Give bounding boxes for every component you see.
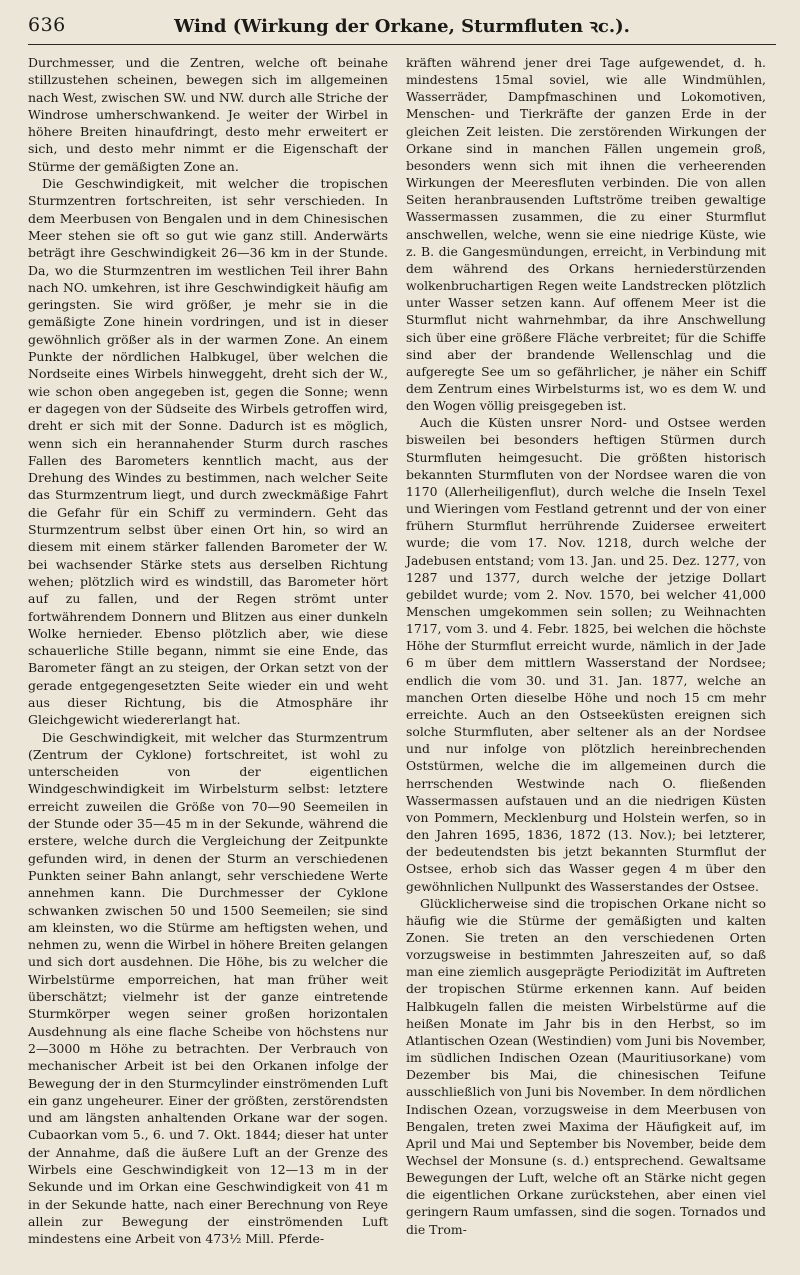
- paragraph: Die Geschwindigkeit, mit welcher das Sturmzentrum (Zentrum der Cyklone) fortschreitet, ist wohl zu unterscheiden von der eigentlichen Windgeschwindigkeit im Wirbelsturm selbst: letztere erreicht zuweilen die Größe von 70—90 Seemeilen in der Stunde oder 35—45 m in der Sekunde, während die erstere, welche durch die Vergleichung der Zeitpunkte gefunden wird, in denen der Sturm an verschiedenen Punkten seiner Bahn anlangt, sehr verschiedene Werte annehmen kann. Die Durchmesser der Cyklone schwanken zwischen 50 und 1500 Seemeilen; sie sind am kleinsten, wo die Stürme am heftigsten wehen, und nehmen zu, wenn die Wirbel in höhere Breiten gelangen und sich dort ausdehnen. Die Höhe, bis zu welcher die Wirbelstürme emporreichen, hat man früher weit überschätzt; vielmehr ist der ganze eintretende Sturmkörper wegen seiner großen horizontalen Ausdehnung als eine flache Scheibe von höchstens nur 2—3000 m Höhe zu betrachten. Der Verbrauch von mechanischer Arbeit ist bei den Orkanen infolge der Bewegung der in den Sturmcylinder einströmenden Luft ein ganz ungeheurer. Einer der größten, zerstörendsten und am längsten anhaltenden Orkane war der sogen. Cubaorkan vom 5., 6. und 7. Okt. 1844; dieser hat unter der Annahme, daß die äußere Luft an der Grenze des Wirbels eine Geschwindigkeit von 12—13 m in der Sekunde und im Orkan eine Geschwindigkeit von 41 m in der Sekunde hatte, nach einer Berechnung von Reye allein zur Bewegung der einströmenden Luft mindestens eine Arbeit von 473½ Mill. Pferde-: [28, 729, 388, 1247]
- paragraph: kräften während jener drei Tage aufgewendet, d. h. mindestens 15mal soviel, wie alle Windmühlen, Wasserräder, Dampfmaschinen und Lokomotiven, Menschen- und Tierkräfte der ganzen Erde in der gleichen Zeit leisten. Die zerstörenden Wirkungen der Orkane sind in manchen Fällen ungemein groß, besonders wenn sich mit ihnen die verheerenden Wirkungen der Meeresfluten verbinden. Die von allen Seiten heranbrausenden Luftströme treiben gewaltige Wassermassen zusammen, die zu einer Sturmflut anschwellen, welche, wenn sie eine niedrige Küste, wie z. B. die Gangesmündungen, erreicht, in Verbindung mit dem während des Orkans herniederstürzenden wolkenbruchartigen Regen weite Landstrecken plötzlich unter Wasser setzen kann. Auf offenem Meer ist die Sturmflut nicht wahrnehmbar, da ihre Anschwellung sich über eine größere Fläche verbreitet; für die Schiffe sind aber der brandende Wellenschlag und die aufgeregte See um so gefährlicher, je näher ein Schiff dem Zentrum eines Wirbelsturms ist, wo es dem W. und den Wogen völlig preisgegeben ist.: [406, 55, 766, 414]
- paragraph: Die Geschwindigkeit, mit welcher die tropischen Sturmzentren fortschreiten, ist sehr verschieden. In dem Meerbusen von Bengalen und in dem Chinesischen Meer stehen sie oft so gut wie ganz still. Anderwärts beträgt ihre Geschwindigkeit 26—36 km in der Stunde. Da, wo die Sturmzentren im westlichen Teil ihrer Bahn nach NO. umkehren, ist ihre Geschwindigkeit häufig am geringsten. Sie wird größer, je mehr sie in die gemäßigte Zone hinein vordringen, und ist in dieser gewöhnlich größer als in der warmen Zone. An einem Punkte der nördlichen Halbkugel, über welchen die Nordseite eines Wirbels hinweggeht, dreht sich der W., wie schon oben angegeben ist, gegen die Sonne; wenn er dagegen von der Südseite des Wirbels getroffen wird, dreht er sich mit der Sonne. Dadurch ist es möglich, wenn sich ein herannahender Sturm durch rasches Fallen des Barometers kenntlich macht, aus der Drehung des Windes zu bestimmen, nach welcher Seite das Sturmzentrum liegt, und durch zweckmäßige Fahrt die Gefahr für ein Schiff zu vermindern. Geht das Sturmzentrum selbst über einen Ort hin, so wird an diesem mit einem stärker fallenden Barometer der W. bei wachsender Stärke stets aus derselben Richtung wehen; plötzlich wird es windstill, das Barometer hört auf zu fallen, und der Regen strömt unter fortwährendem Donnern und Blitzen aus einer dunkeln Wolke hernieder. Ebenso plötzlich aber, wie diese schauerliche Stille begann, nimmt sie eine Ende, das Barometer fängt an zu steigen, der Orkan setzt von der gerade entgegengesetzten Seite wieder ein und weht aus dieser Richtung, bis die Atmosphäre ihr Gleichgewicht wiedererlangt hat.: [28, 176, 388, 728]
- left-column: [28, 54, 388, 1247]
- paragraph: Glücklicherweise sind die tropischen Orkane nicht so häufig wie die Stürme der gemäßigten und kalten Zonen. Sie treten an den verschiedenen Orten vorzugsweise in bestimmten Jahreszeiten auf, so daß man eine ziemlich ausgeprägte Periodizität im Auftreten der tropischen Stürme erkennen kann. Auf beiden Halbkugeln fallen die meisten Wirbelstürme auf die heißen Monate im Jahr bis in den Herbst, so im Atlantischen Ozean (Westindien) vom Juni bis November, im südlichen Indischen Ozean (Mauritiusorkane) vom Dezember bis Mai, die chinesischen Teifune ausschließlich von Juni bis November. In dem nördlichen Indischen Ozean, vorzugsweise in dem Meerbusen von Bengalen, treten zwei Maxima der Häufigkeit auf, im April und Mai und September bis November, beide dem Wechsel der Monsune (s. d.) entsprechend. Gewaltsame Bewegungen der Luft, welche oft an Stärke nicht gegen die eigentlichen Orkane zurückstehen, aber einen viel geringern Raum umfassen, sind die sogen. Tornados und die Trom-: [406, 895, 766, 1237]
- page-header: [28, 14, 776, 42]
- running-head: Wind (Wirkung der Orkane, Sturmfluten ꝛc.).: [174, 16, 630, 37]
- header-rule: [28, 44, 776, 45]
- paragraph: Durchmesser, und die Zentren, welche oft beinahe stillzustehen scheinen, bewegen sich im allgemeinen nach West, zwischen SW. und NW. durch alle Striche der Windrose umherschwankend. Je weiter der Wirbel in höhere Breiten hinaufdringt, desto mehr erweitert er sich, und desto mehr nimmt er die Eigenschaft der Stürme der gemäßigten Zone an.: [28, 55, 388, 174]
- page-number: 636: [28, 14, 66, 36]
- paragraph: Auch die Küsten unsrer Nord- und Ostsee werden bisweilen bei besonders heftigen Stürmen durch Sturmfluten heimgesucht. Die größten historisch bekannten Sturmfluten von der Nordsee waren die von 1170 (Allerheiligenflut), durch welche die Inseln Texel und Wieringen vom Festland getrennt und der von einer frühern Sturmflut herrührende Zuidersee erweitert wurde; die vom 17. Nov. 1218, durch welche der Jadebusen entstand; vom 13. Jan. und 25. Dez. 1277, von 1287 und 1377, durch welche der jetzige Dollart gebildet wurde; vom 2. Nov. 1570, bei welcher 41,000 Menschen umgekommen sein sollen; zu Weihnachten 1717, vom 3. und 4. Febr. 1825, bei welchen die höchste Höhe der Sturmflut erreicht wurde, nämlich in der Jade 6 m über dem mittlern Wasserstand der Nordsee; endlich die vom 30. und 31. Jan. 1877, welche an manchen Orten dieselbe Höhe und noch 15 cm mehr erreichte. Auch an den Ostseeküsten ereignen sich solche Sturmfluten, aber seltener als an der Nordsee und nur infolge von plötzlich hereinbrechenden Oststürmen, welche die im allgemeinen durch die herrschenden Westwinde nach O. fließenden Wassermassen aufstauen und an die niedrigen Küsten von Pommern, Mecklenburg und Holstein werfen, so in den Jahren 1695, 1836, 1872 (13. Nov.); bei letzterer, der bedeutendsten bis jetzt bekannten Sturmflut der Ostsee, erhob sich das Wasser gegen 4 m über den gewöhnlichen Nullpunkt des Wasserstandes der Ostsee.: [406, 415, 766, 894]
- right-column: [406, 54, 766, 1238]
